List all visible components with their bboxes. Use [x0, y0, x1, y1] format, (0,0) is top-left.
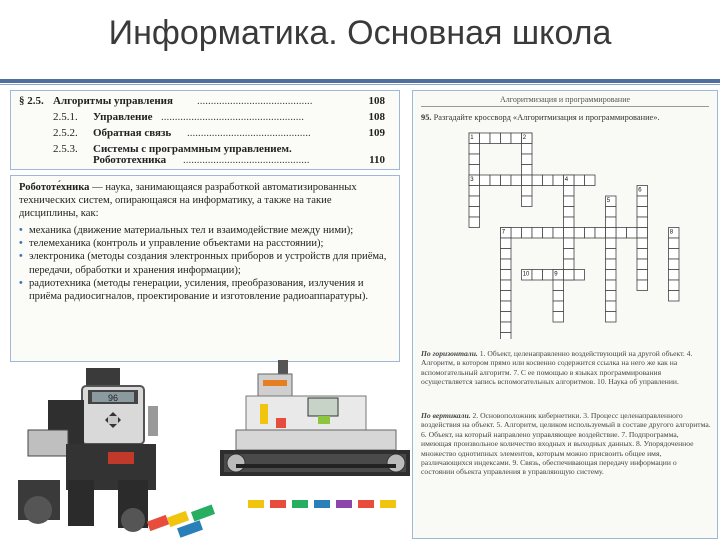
- toc-row: [11, 95, 397, 109]
- bullet-icon: •: [19, 277, 23, 289]
- crossword-cell: [532, 175, 543, 186]
- crossword-cell: [637, 228, 648, 239]
- crossword-cell: [469, 217, 480, 228]
- toc-page: 108: [368, 111, 385, 123]
- crossword-cell: [606, 270, 617, 281]
- crossword-cell: [564, 217, 575, 228]
- crossword-cell: [564, 249, 575, 260]
- crossword-cell: [585, 228, 596, 239]
- crossword-cell: [564, 186, 575, 197]
- conveyor-robot: [220, 360, 410, 476]
- toc-row: [11, 127, 397, 141]
- crossword-cell: [511, 133, 522, 144]
- crossword-cell: [522, 186, 533, 197]
- crossword-cell: [606, 301, 617, 312]
- clues-down-title: По вертикали.: [421, 411, 471, 420]
- crossword-cell: [543, 270, 554, 281]
- crossword-cell: [501, 259, 512, 270]
- clues-across-title: По горизонтали.: [421, 349, 478, 358]
- crossword-cell: [501, 238, 512, 249]
- crossword-cell: [480, 133, 491, 144]
- toc-page: 110: [369, 154, 385, 166]
- toc-title: Алгоритмы управления: [53, 95, 173, 107]
- crossword-cell: [627, 228, 638, 239]
- crossword-cell: [553, 312, 564, 323]
- crossword-cell: [637, 217, 648, 228]
- clues-down: [421, 411, 711, 477]
- crossword-cell: [585, 175, 596, 186]
- crossword-cell: [637, 280, 648, 291]
- contents-excerpt: [10, 90, 400, 170]
- crossword-cell: [501, 291, 512, 302]
- crossword-cell: [532, 270, 543, 281]
- clues-across-text: 1. Объект, целенаправленно воздействующий на другой объект. 4. Алгоритм, в котором прямо или косвенно содержится ссылка на него же как на вспомогательный алгоритм. 7. С ее помощью в языках программирования осуществляется запись вспомогательных алгоритмов. 10. Наука об управлении.: [421, 349, 693, 387]
- workbook-page: [412, 90, 718, 539]
- bullet-icon: •: [19, 225, 23, 236]
- toc-page: 108: [368, 95, 385, 107]
- crossword-cell: [564, 207, 575, 218]
- crossword-cell: [480, 175, 491, 186]
- crossword-cell: [669, 259, 680, 270]
- crossword-cell: [490, 175, 501, 186]
- crossword-number: 2: [522, 135, 527, 141]
- crossword-cell: [606, 249, 617, 260]
- toc-leader: ..............................................: [183, 154, 310, 166]
- crossword-cell: [553, 301, 564, 312]
- toc-title: Робототехника: [93, 154, 167, 166]
- crossword-cell: [522, 165, 533, 176]
- crossword-cell: [469, 207, 480, 218]
- task-text: Разгадайте кроссворд «Алгоритмизация и программирование».: [433, 113, 660, 122]
- slide-title: Информатика. Основная школа: [108, 14, 612, 52]
- crossword-cell: [501, 133, 512, 144]
- clues-down-text: 2. Основоположник кибернетики. 3. Процесс целенаправленного воздействия на объект. 5. Алгоритм, целиком используемый в составе другого алгоритма. 6. Объект, на который направлено управляющее воздействие. 7. Подпрограмма, имеющая произвольное количество входных и выходных данных. 8. Упорядоченное множество однотипных элементов, которым можно присвоить общее имя, различающихся индексами. 9. Связь, обеспечивающая передачу информации о состоянии объекта управления в управляющую систему.: [421, 411, 711, 477]
- crossword-number: 6: [638, 187, 642, 194]
- crossword-cell: [637, 207, 648, 218]
- toc-number: 2.5.2.: [53, 127, 78, 139]
- toc-number: 2.5.3.: [53, 143, 78, 155]
- header-divider: [421, 106, 709, 107]
- page-header: Алгоритмизация и программирование: [499, 95, 631, 104]
- crossword-cell: [522, 228, 533, 239]
- crossword-cell: [522, 144, 533, 155]
- task-statement: [421, 113, 709, 123]
- crossword-number: 10: [522, 271, 530, 278]
- crossword-cell: [669, 291, 680, 302]
- crossword-cell: [637, 238, 648, 249]
- list-item: [19, 237, 393, 250]
- title-underline: [0, 79, 720, 83]
- toc-title: Управление: [93, 111, 153, 123]
- crossword-cell: [501, 175, 512, 186]
- crossword-cell: [606, 280, 617, 291]
- crossword-cell: [574, 228, 585, 239]
- crossword-cell: [553, 280, 564, 291]
- crossword-cell: [669, 238, 680, 249]
- crossword-cell: [511, 228, 522, 239]
- crossword-number: 1: [470, 135, 474, 141]
- toc-page: 109: [368, 127, 385, 139]
- crossword-cell: [501, 249, 512, 260]
- definition-intro: [19, 181, 393, 221]
- crossword-cell: [606, 207, 617, 218]
- bullet-icon: •: [19, 238, 23, 250]
- crossword-number: 5: [606, 198, 611, 204]
- list-item-text: телемеханика (контроль и управление объектами на расстоянии);: [29, 238, 324, 250]
- crossword-cell: [490, 133, 501, 144]
- toc-leader: .............................................: [187, 127, 311, 139]
- crossword-cell: [606, 238, 617, 249]
- toc-row: [11, 111, 397, 125]
- crossword-cell: [637, 196, 648, 207]
- crossword-cell: [564, 259, 575, 270]
- crossword-cell: [501, 322, 512, 333]
- crossword-cell: [543, 175, 554, 186]
- lego-bricks: [147, 500, 396, 538]
- toc-number: 2.5.1.: [53, 111, 78, 123]
- crossword-number: 3: [470, 177, 474, 183]
- crossword-grid: [413, 129, 717, 339]
- crossword-cell: [574, 175, 585, 186]
- toc-leader: ....................................................: [161, 111, 304, 123]
- crossword-cell: [637, 259, 648, 270]
- crossword-cell: [501, 280, 512, 291]
- definition-term: Робототе́хника: [19, 182, 90, 193]
- crossword-cell: [553, 228, 564, 239]
- crossword-cell: [469, 165, 480, 176]
- list-item: [19, 277, 393, 303]
- crossword-number: 8: [669, 229, 674, 236]
- crossword-cell: [564, 228, 575, 239]
- crossword-cell: [595, 228, 606, 239]
- crossword-cell: [501, 301, 512, 312]
- crossword-cell: [543, 228, 554, 239]
- list-item: [19, 224, 393, 237]
- clues-across: [421, 349, 711, 387]
- walking-robot: [18, 368, 158, 532]
- crossword-cell: [522, 196, 533, 207]
- crossword-cell: [553, 175, 564, 186]
- crossword-cell: [469, 196, 480, 207]
- toc-row: [11, 154, 397, 168]
- crossword-cell: [669, 270, 680, 281]
- crossword-cell: [511, 175, 522, 186]
- crossword-cell: [606, 312, 617, 323]
- robot-screen-text: 96: [107, 393, 119, 403]
- crossword-cell: [669, 280, 680, 291]
- crossword-cell: [564, 196, 575, 207]
- list-item: [19, 250, 393, 276]
- robots-photo: [8, 360, 413, 540]
- definition-box: [10, 175, 400, 362]
- crossword-cell: [522, 175, 533, 186]
- toc-title: Обратная связь: [93, 127, 172, 139]
- crossword-cell: [606, 217, 617, 228]
- list-item-text: механика (движение материальных тел и взаимодействие между ними);: [29, 225, 354, 236]
- crossword-cell: [469, 154, 480, 165]
- crossword-cell: [564, 270, 575, 281]
- toc-leader: ..........................................: [197, 95, 313, 107]
- crossword-cell: [637, 270, 648, 281]
- list-item-text: радиотехника (методы генерации, усиления, преобразования, излучения и приёма радиосигналов, проектирование и изготовление радиоаппаратуры).: [29, 277, 369, 303]
- crossword-cell: [553, 291, 564, 302]
- task-number: 95.: [421, 113, 432, 122]
- definition-text: — наука, занимающаяся разработкой автоматизированных технических систем, опирающаяся на информатику, а также на такие дисциплины, как:: [19, 182, 357, 220]
- crossword-cell: [637, 249, 648, 260]
- discipline-list: [19, 224, 393, 303]
- crossword-cell: [669, 249, 680, 260]
- crossword-cell: [606, 259, 617, 270]
- toc-number: § 2.5.: [19, 95, 44, 107]
- bullet-icon: •: [19, 251, 23, 263]
- crossword-number: 7: [501, 229, 506, 236]
- crossword-cell: [606, 228, 617, 239]
- crossword-number: 4: [564, 177, 569, 183]
- crossword-cell: [574, 270, 585, 281]
- title-underline-thin: [0, 84, 720, 85]
- crossword-cell: [501, 312, 512, 323]
- crossword-cell: [501, 270, 512, 281]
- list-item-text: электроника (методы создания электронных приборов и устройств для приёма, передачи, обработки и хранения информации);: [29, 251, 387, 276]
- crossword-number: 9: [554, 271, 558, 278]
- crossword-cell: [606, 291, 617, 302]
- crossword-cell: [522, 154, 533, 165]
- crossword-cell: [469, 186, 480, 197]
- crossword-cell: [564, 238, 575, 249]
- crossword-cell: [616, 228, 627, 239]
- crossword-cell: [501, 333, 512, 340]
- crossword-cell: [532, 228, 543, 239]
- crossword-cell: [469, 144, 480, 155]
- toc-title: Системы с программным управлением.: [93, 143, 292, 155]
